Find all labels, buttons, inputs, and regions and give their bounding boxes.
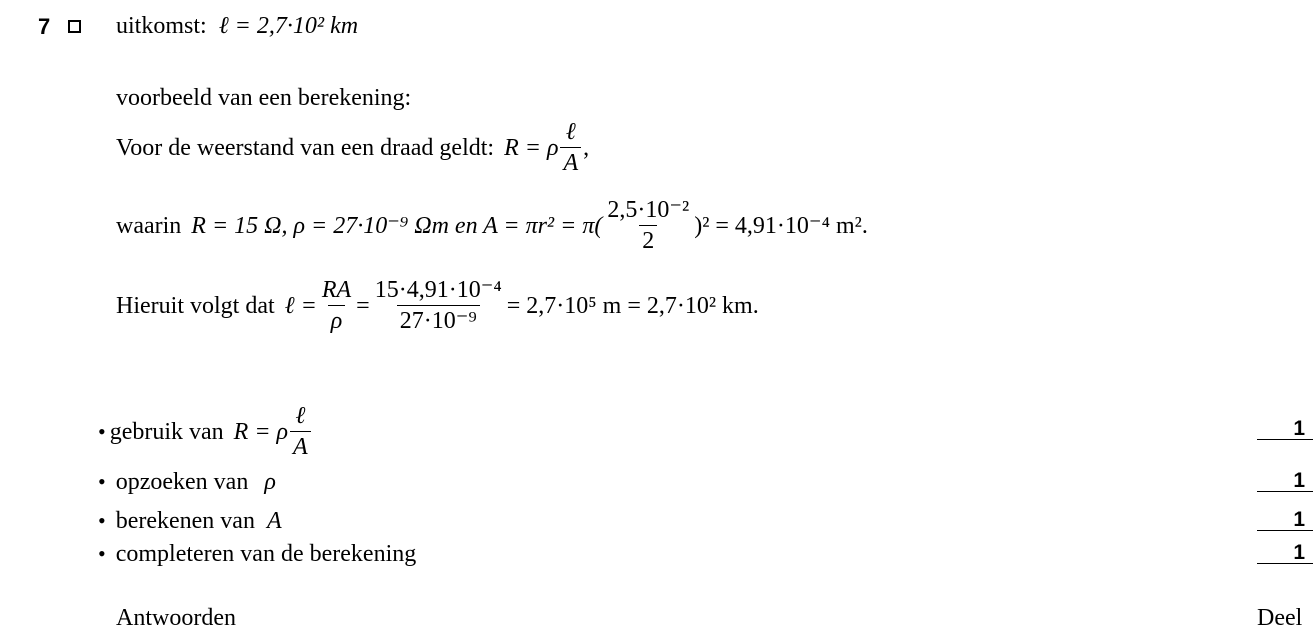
scoring-symbol: A xyxy=(266,508,282,534)
bullet: • xyxy=(98,541,106,566)
bullet: • xyxy=(98,469,106,494)
line3-frac2-den: 27·10⁻⁹ xyxy=(397,305,480,333)
solution-line-3 xyxy=(116,278,759,333)
line1-formula-lhs: R = ρ xyxy=(504,134,559,161)
question-number: 7 xyxy=(38,14,51,39)
scoring-item-text: completeren van de berekening xyxy=(115,541,417,567)
line2-part1: R = 15 Ω, ρ = 27·10⁻⁹ Ωm en A = πr² = π( xyxy=(191,212,603,239)
line3-rhs: = 2,7·10⁵ m = 2,7·10² km. xyxy=(506,292,759,319)
line1-fraction xyxy=(560,120,581,175)
scoring-item-text: berekenen van xyxy=(115,508,255,534)
scoring-formula-lhs: R = ρ xyxy=(233,418,289,445)
line1-after: , xyxy=(583,134,590,161)
line3-frac1-den: ρ xyxy=(328,305,346,333)
outcome-value: ℓ = 2,7·10² km xyxy=(218,13,359,39)
scoring-item-2 xyxy=(98,470,276,494)
line1-frac-num: ℓ xyxy=(565,119,576,145)
outcome-label: uitkomst: xyxy=(116,13,207,39)
score-points: 1 xyxy=(1257,509,1313,531)
scoring-frac-den: A xyxy=(290,431,311,459)
scoring-item-3 xyxy=(98,509,282,533)
line3-text: Hieruit volgt dat xyxy=(116,292,275,319)
outcome-line xyxy=(116,14,358,38)
checkbox-icon xyxy=(68,20,81,33)
line3-fraction-2 xyxy=(372,278,505,333)
solution-line-1 xyxy=(116,120,589,175)
line3-mid: = xyxy=(356,292,370,319)
scoring-item-1 xyxy=(98,404,313,459)
solution-intro: voorbeeld van een berekening: xyxy=(116,85,412,111)
line2-frac-num: 2,5·10⁻² xyxy=(607,197,690,223)
scoring-frac-num: ℓ xyxy=(295,403,306,429)
score-points: 1 xyxy=(1257,470,1313,492)
bullet: • xyxy=(98,508,106,533)
line1-frac-den: A xyxy=(560,147,581,175)
bullet: • xyxy=(98,418,106,444)
line2-part2: )² = 4,91·10⁻⁴ m². xyxy=(694,212,868,239)
scoring-item-text: gebruik van xyxy=(109,418,224,445)
footer-left: Antwoorden xyxy=(116,605,236,631)
line1-text: Voor de weerstand van een draad geldt: xyxy=(116,134,495,161)
scoring-item-text: opzoeken van xyxy=(115,469,249,495)
scoring-formula-fraction xyxy=(290,404,311,459)
footer-right: Deel xyxy=(1257,605,1303,631)
solution-line-2 xyxy=(116,198,868,253)
line2-text: waarin xyxy=(116,212,182,239)
line3-frac1-num: RA xyxy=(321,277,352,303)
scoring-item-4 xyxy=(98,542,416,566)
score-points: 1 xyxy=(1257,418,1313,440)
line3-fraction-1 xyxy=(319,278,354,333)
score-points: 1 xyxy=(1257,542,1313,564)
line2-frac-den: 2 xyxy=(639,225,657,253)
line2-fraction xyxy=(604,198,692,253)
line3-lhs: ℓ = xyxy=(284,292,317,319)
line3-frac2-num: 15·4,91·10⁻⁴ xyxy=(374,277,502,303)
scoring-symbol: ρ xyxy=(264,469,276,495)
